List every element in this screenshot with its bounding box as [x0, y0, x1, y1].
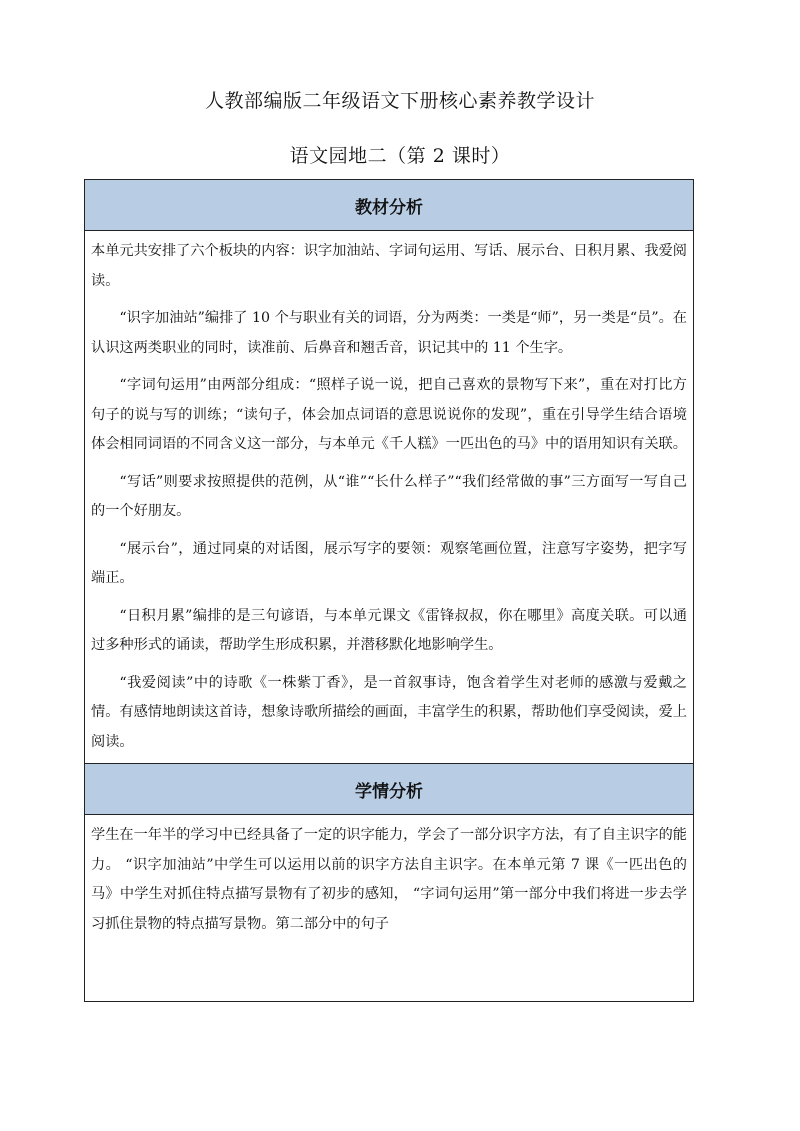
student-analysis-content — [85, 815, 694, 1002]
lesson-design-table — [84, 179, 694, 1002]
document-subtitle: 语文园地二（第 2 课时） — [289, 145, 511, 167]
paragraph: 本单元共安排了六个板块的内容：识字加油站、字词句运用、写话、展示台、日积月累、我爱阅读。 — [91, 243, 687, 289]
paragraph: “字词句运用”由两部分组成：“照样子说一说，把自己喜欢的景物写下来”，重在对打比方句子的说与写的训练；“读句子，体会加点词语的意思说说你的发现”，重在引导学生结合语境体会相同词语的不同含义这一部分，与本单元《千人糕》一匹出色的马》中的语用知识有关联。 — [91, 377, 687, 452]
paragraph: “我爱阅读”中的诗歌《一株紫丁香》，是一首叙事诗，饱含着学生对老师的感激与爱戴之情。有感情地朗读这首诗，想象诗歌所描绘的画面，丰富学生的积累，帮助他们享受阅读，爱上阅读。 — [91, 674, 687, 750]
textbook-analysis-content — [85, 231, 694, 764]
paragraph: “写话”则要求按照提供的范例，从“谁”“长什么样子”“我们经常做的事”三方面写一写自己的一个好朋友。 — [91, 473, 687, 519]
paragraph: 学生在一年半的学习中已经具备了一定的识字能力，学会了一部分识字方法，有了自主识字的能力。 “识字加油站”中学生可以运用以前的识字方法自主识字。在本单元第 7 课《一匹出色的马》中学生对抓住特点描写景物有了初步的感知， “字词句运用”第一部分中我们将进一步去学习抓住景物的特点描写景物。第二部分中的句子 — [91, 827, 687, 932]
document-title: 人教部编版二年级语文下册核心素养教学设计 — [204, 90, 595, 112]
paragraph: “日积月累”编排的是三句谚语，与本单元课文《雷锋叔叔，你在哪里》高度关联。可以通过多种形式的诵读，帮助学生形成积累，并潜移默化地影响学生。 — [91, 607, 687, 653]
section-heading-student-analysis: 学情分析 — [85, 764, 694, 815]
section-heading-textbook-analysis: 教材分析 — [85, 180, 694, 231]
paragraph: “展示台”，通过同桌的对话图，展示写字的要领：观察笔画位置，注意写字姿势，把字写端正。 — [91, 540, 687, 586]
paragraph: “识字加油站”编排了 10 个与职业有关的词语，分为两类：一类是“师”，另一类是“员”。在认识这两类职业的同时，读准前、后鼻音和翘舌音，识记其中的 11 个生字。 — [91, 310, 687, 356]
